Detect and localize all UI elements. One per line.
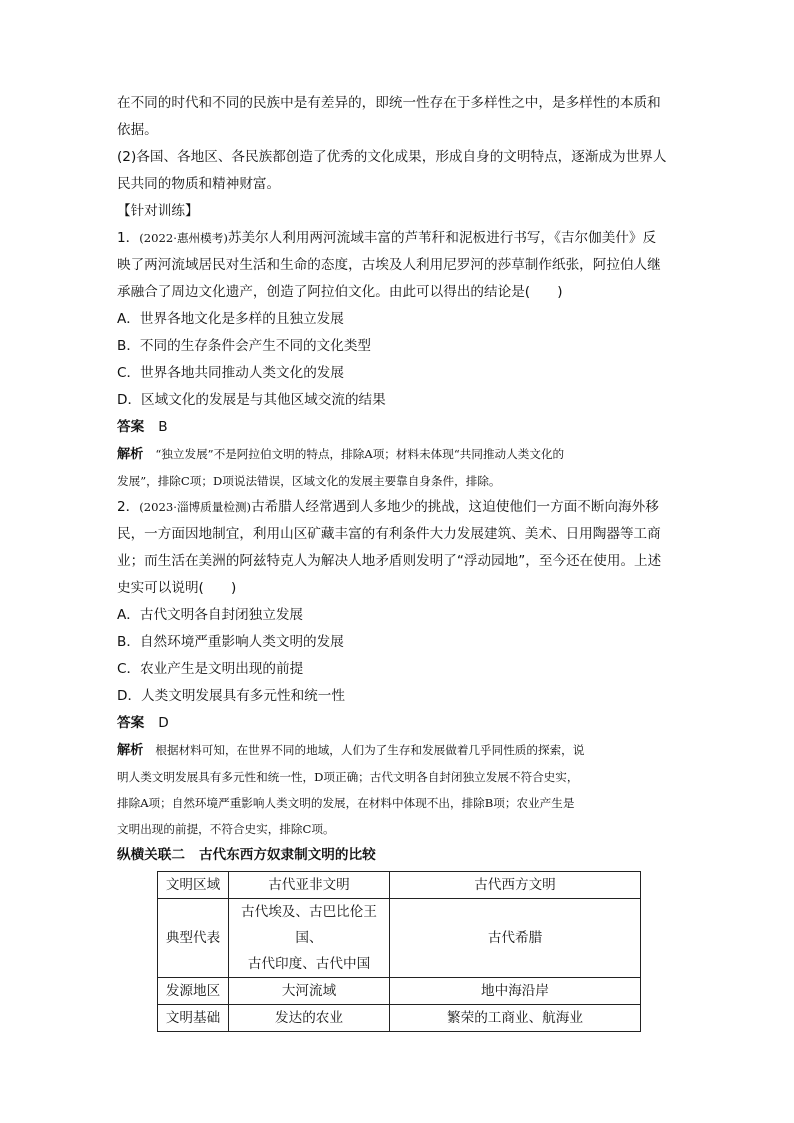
section-2-title: 古代东西方奴隶制文明的比较: [198, 847, 376, 863]
table-cell-west: 古代希腊: [390, 899, 641, 978]
q2-option-a: A．古代文明各自封闭独立发展: [117, 607, 304, 623]
q2-analysis-line-3: 排除A项；自然环境严重影响人类文明的发展，在材料中体现不出，排除B项；农业产生是: [117, 796, 575, 810]
q1-answer-label: 答案: [117, 419, 145, 435]
document-page: [117, 90, 682, 1032]
q2-analysis-text-1: 根据材料可知，在世界不同的地域，人们为了生存和发展做着几乎同性质的探索，说: [155, 743, 585, 757]
q1-stem-line-1: [117, 225, 682, 252]
table-cell-line: 古代埃及、古巴比伦王国、: [241, 904, 377, 946]
q2-answer-value: D: [158, 715, 169, 731]
q2-stem-line-1: [117, 494, 682, 521]
q2-option-b: B．自然环境严重影响人类文明的发展: [117, 634, 344, 650]
table-cell-asia: 大河流域: [229, 978, 390, 1005]
q1-number: 1．: [117, 230, 140, 246]
q1-answer: [117, 414, 682, 441]
q2-analysis-line-2: 明人类文明发展具有多元性和统一性，D项正确；古代文明各自封闭独立发展不符合史实，: [117, 770, 579, 784]
q1-option-d: D．区域文化的发展是与其他区域交流的结果: [117, 392, 386, 408]
q2-analysis-line-1: [117, 737, 682, 764]
q1-source: (2022·惠州模考): [139, 231, 228, 245]
q1-option-b: B．不同的生存条件会产生不同的文化类型: [117, 338, 372, 354]
intro-line-1: 在不同的时代和不同的民族中是有差异的，即统一性存在于多样性之中，是多样性的本质和: [117, 95, 661, 111]
q2-option-c: C．农业产生是文明出现的前提: [117, 661, 304, 677]
table-cell-asia: [229, 899, 390, 978]
q2-analysis-label: 解析: [117, 743, 144, 758]
q2-stem-line-4: 史实可以说明( ): [117, 580, 237, 596]
table-row: [158, 1005, 641, 1032]
q2-analysis-line-4: 文明出现的前提，不符合史实，排除C项。: [117, 822, 335, 836]
q2-stem-line-3: 业；而生活在美洲的阿兹特克人为解决人地矛盾则发明了“浮动园地”，至今还在使用。上述: [117, 553, 662, 569]
q1-stem-text-1: 苏美尔人利用两河流域丰富的芦苇秆和泥板进行书写，《吉尔伽美什》反: [227, 230, 657, 246]
q1-answer-value: B: [158, 419, 168, 435]
table-cell-asia: 发达的农业: [229, 1005, 390, 1032]
q1-stem-line-3: 承融合了周边文化遗产，创造了阿拉伯文化。由此可以得出的结论是( ): [117, 284, 563, 300]
q2-stem-text-1: 古希腊人经常遇到人多地少的挑战，这迫使他们一方面不断向海外移: [251, 499, 659, 515]
q1-analysis-line-1: [117, 441, 682, 468]
q1-analysis-text-1: “独立发展”不是阿拉伯文明的特点，排除A项；材料未体现“共同推动人类文化的: [155, 447, 565, 461]
comparison-table: [157, 871, 641, 1032]
section-2-label: 纵横关联二: [117, 847, 185, 863]
intro-line-3: (2)各国、各地区、各民族都创造了优秀的文化成果，形成自身的文明特点，逐渐成为世界人: [117, 149, 667, 165]
q2-source: (2023·淄博质量检测): [139, 500, 252, 514]
table-header-cell: 古代亚非文明: [229, 872, 390, 899]
table-header-cell: 文明区域: [158, 872, 229, 899]
q1-option-c: C．世界各地共同推动人类文化的发展: [117, 365, 344, 381]
q1-analysis-line-2: 发展”，排除C项；D项说法错误，区域文化的发展主要靠自身条件，排除。: [117, 474, 501, 488]
q2-option-d: D．人类文明发展具有多元性和统一性: [117, 688, 345, 704]
q2-number: 2．: [117, 499, 140, 515]
table-header-row: [158, 872, 641, 899]
table-cell-west: 地中海沿岸: [390, 978, 641, 1005]
table-row-head: 文明基础: [158, 1005, 229, 1032]
q2-answer: [117, 710, 682, 737]
table-row: [158, 899, 641, 978]
table-header-cell: 古代西方文明: [390, 872, 641, 899]
intro-line-2: 依据。: [117, 122, 158, 138]
section-2-heading: [117, 842, 682, 869]
q2-stem-line-2: 民，一方面因地制宜，利用山区矿藏丰富的有利条件大力发展建筑、美术、日用陶器等工商: [117, 526, 661, 542]
table-row: [158, 978, 641, 1005]
table-row-head: 发源地区: [158, 978, 229, 1005]
q1-stem-line-2: 映了两河流域居民对生活和生命的态度，古埃及人利用尼罗河的莎草制作纸张，阿拉伯人继: [117, 257, 661, 273]
q2-answer-label: 答案: [117, 715, 145, 731]
table-row-head: 典型代表: [158, 899, 229, 978]
table-cell-west: 繁荣的工商业、航海业: [390, 1005, 641, 1032]
q1-option-a: A．世界各地文化是多样的且独立发展: [117, 311, 344, 327]
training-header: 【针对训练】: [117, 203, 199, 219]
intro-line-4: 民共同的物质和精神财富。: [117, 176, 281, 192]
q1-analysis-label: 解析: [117, 447, 144, 462]
table-cell-line: 古代印度、古代中国: [247, 956, 371, 972]
